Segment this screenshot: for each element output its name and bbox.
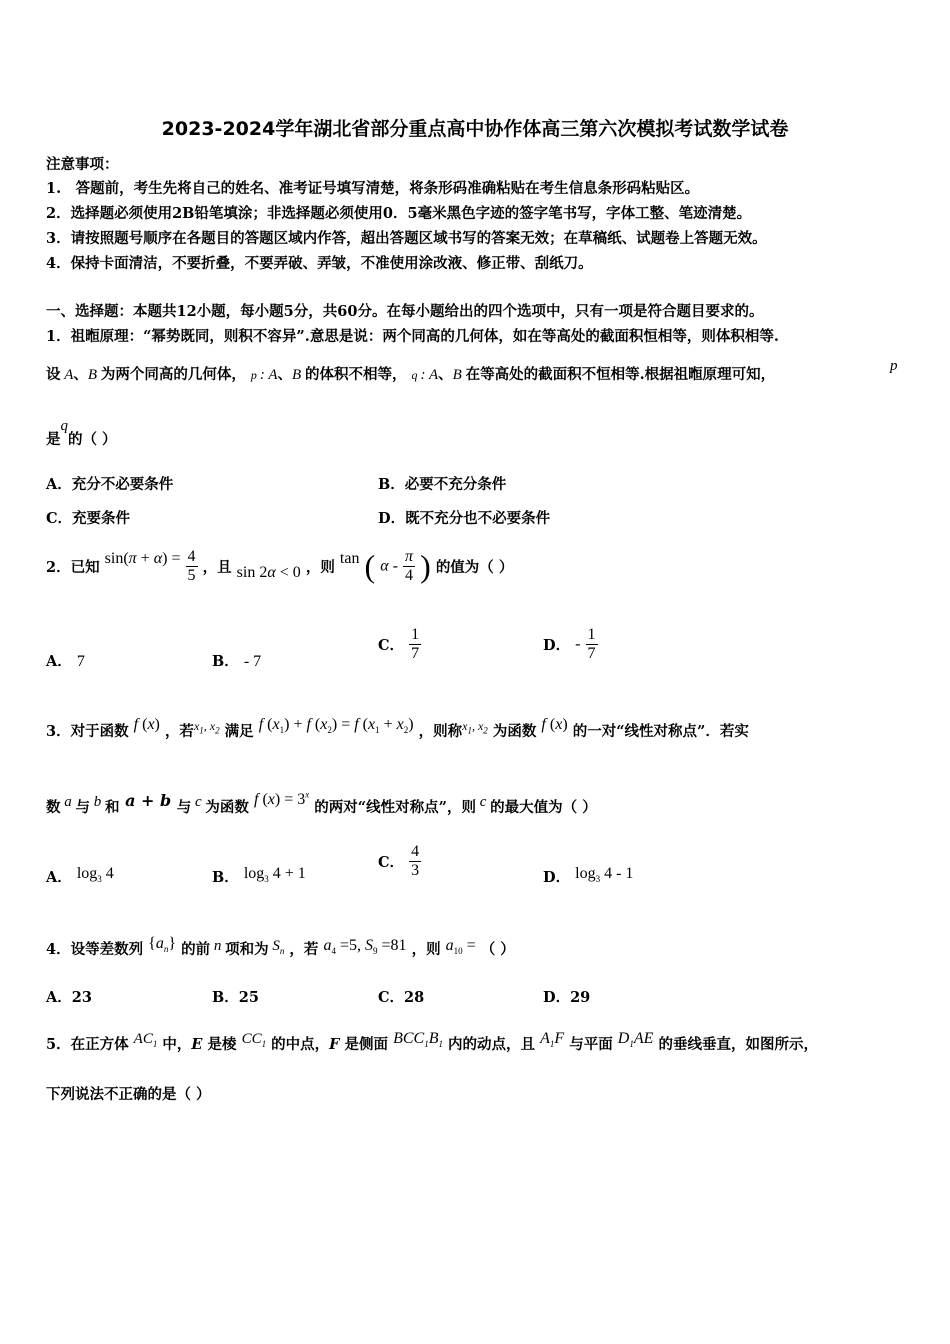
q3-option-a: A． $\log_3 4$ — [46, 865, 114, 886]
q3-option-b: B． $\log_3 4 + 1$ — [212, 865, 306, 886]
q2-option-a: A． 7 — [46, 653, 85, 670]
q5-line1: 5．在正方体 $AC_1$ 中，E 是棱 $CC_1$ 的中点，F 是侧面 $BCC_1B_1$ 内的动点，且 $A_1F$ 与平面 $D_1AE$ 的垂线垂直，如图所示， — [46, 1030, 818, 1053]
q4-option-a: A．23 — [46, 989, 92, 1006]
notice-item: 2．选择题必须使用2B铅笔填涂；非选择题必须使用0．5毫米黑色字迹的签字笔书写，字体工整、笔迹清楚。 — [46, 205, 752, 222]
q2-option-b: B． - 7 — [212, 653, 262, 670]
q4-option-c: C．28 — [378, 989, 425, 1006]
q1-p: p — [890, 358, 898, 374]
q3-line2: 数 a 与 b 和 a + b 与 c 为函数 f $(x) = 3^x$ 的两对“线性对称点”，则 c 的最大值为（ ） — [46, 789, 597, 816]
notice-item: 4．保持卡面清洁，不要折叠，不要弄破、弄皱，不准使用涂改液、修正带、刮纸刀。 — [46, 255, 593, 272]
q1-option-b: B．必要不充分条件 — [378, 476, 507, 493]
q4-option-b: B．25 — [212, 989, 259, 1006]
q3-option-d: D． $\log_3 4 - 1$ — [543, 865, 634, 886]
q1-line1: 1．祖暅原理：“幂势既同，则积不容异”.意思是说：两个同高的几何体，如在等高处的截面积恒相等，则体积相等. — [46, 328, 779, 345]
section-heading: 一、选择题：本题共12小题，每小题5分，共60分。在每小题给出的四个选项中，只有一项是符合题目要求的。 — [46, 303, 764, 320]
notice-heading: 注意事项： — [46, 156, 119, 173]
q2-stem: 2．已知 sin(π + α) = $\frac{4}{5}$ ，且 sin 2α < 0 ，则 tan ( α - $\frac{\pi}{4}$ ) 的值为（ ） — [46, 548, 514, 584]
q3-option-c: C． $\frac{4}{3}$ — [378, 843, 420, 879]
q1-option-a: A．充分不必要条件 — [46, 476, 174, 493]
q1-option-d: D．既不充分也不必要条件 — [378, 510, 551, 527]
notice-item: 1. 答题前，考生先将自己的姓名、准考证号填写清楚，将条形码准确粘贴在考生信息条形码粘贴区。 — [46, 180, 700, 197]
q1-option-c: C．充要条件 — [46, 510, 131, 527]
q4-option-d: D．29 — [543, 989, 591, 1006]
q4-stem: 4．设等差数列 $\{a_n\}$ 的前 n 项和为 $S_n$ ，若 $a_4 =5$, $S_9 =81$ ，则 $a_{10}$ = （ ） — [46, 935, 515, 958]
q3-line1: 3．对于函数 f (x) ，若$^{x_1, x_2}$ 满足 f $(x_1) + f$ $(x_2) = f$ $(x_1 + x_2)$ ，则称$^{x_1, x_2}$ 为函数 f (x) 的一对“线性对称点”．若实 — [46, 716, 749, 740]
page-title: 2023-2024学年湖北省部分重点高中协作体高三第六次模拟考试数学试卷 — [161, 118, 789, 140]
notice-item: 3．请按照题号顺序在各题目的答题区域内作答，超出答题区域书写的答案无效；在草稿纸、试题卷上答题无效。 — [46, 230, 767, 247]
q1-line3: 是$^q$的（ ） — [46, 418, 117, 448]
q1-line2: 设 A、B 为两个同高的几何体， p : A、B 的体积不相等， q : A、B 在等高处的截面积不恒相等.根据祖暅原理可知， — [46, 366, 776, 383]
q5-line2: 下列说法不正确的是（ ） — [46, 1086, 211, 1103]
q2-option-c: C． $\frac{1}{7}$ — [378, 626, 420, 662]
q2-option-d: D． - $\frac{1}{7}$ — [543, 626, 596, 662]
